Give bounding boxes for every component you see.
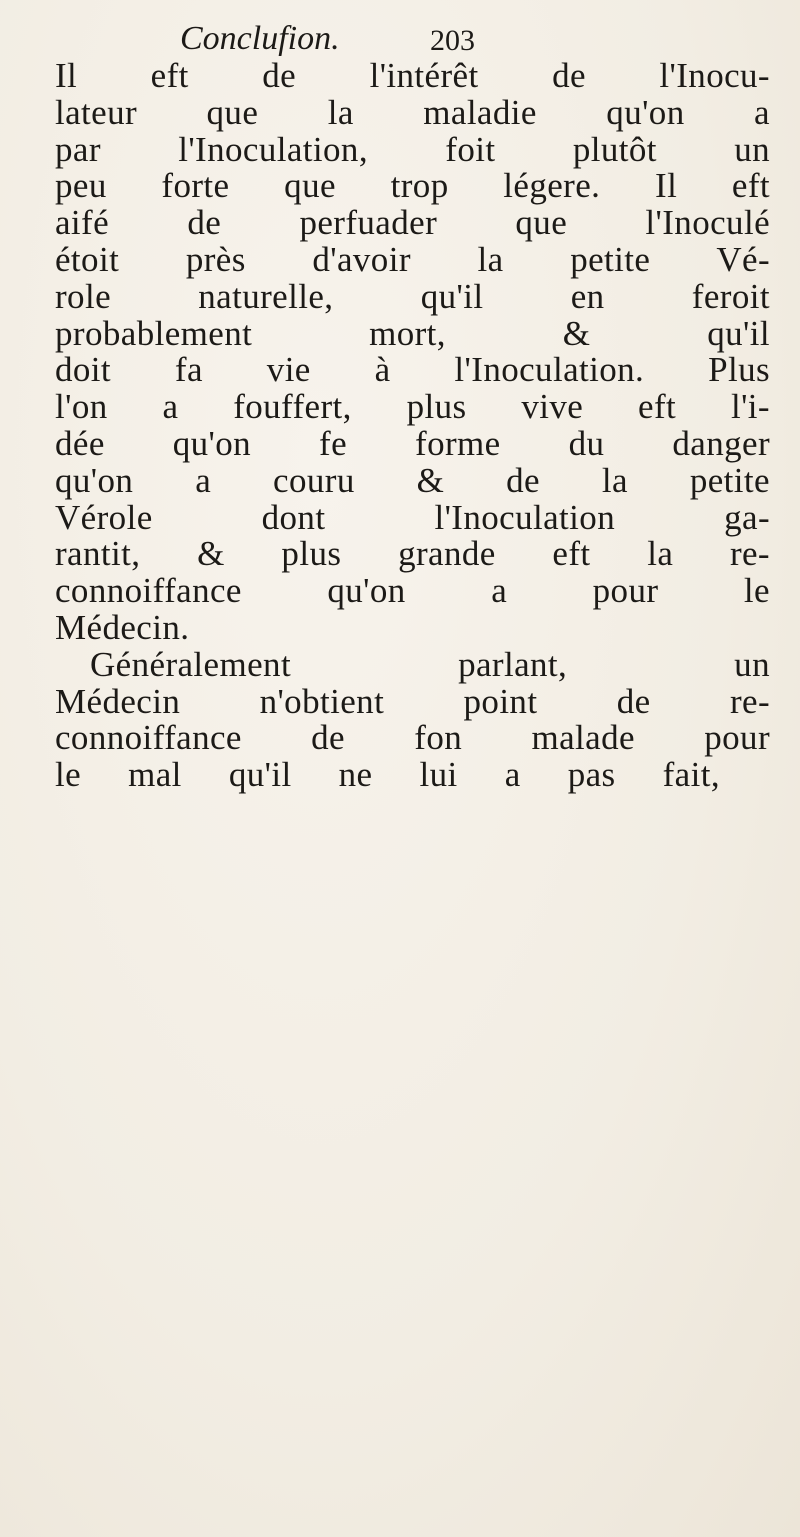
text-line: doit fa vie à l'Inoculation. Plus — [55, 350, 770, 390]
page-number: 203 — [430, 24, 475, 57]
text-line: Vérole dont l'Inoculation ga- — [55, 497, 770, 537]
text-line: peu forte que trop légere. Il eft — [55, 166, 770, 206]
running-title: Conclufion. — [180, 20, 340, 57]
text-line: rantit, & plus grande eft la re- — [55, 534, 770, 574]
text-line: par l'Inoculation, foit plutôt un — [55, 129, 770, 169]
text-line: Médecin n'obtient point de re- — [55, 681, 770, 721]
text-line: lateur que la maladie qu'on a — [55, 92, 770, 132]
text-line: connoiffance qu'on a pour le — [55, 571, 770, 611]
text-line: l'on a fouffert, plus vive eft l'i- — [55, 387, 770, 427]
text-line: étoit près d'avoir la petite Vé- — [55, 239, 770, 279]
text-line: aifé de perfuader que l'Inoculé — [55, 203, 770, 243]
text-line: connoiffance de fon malade pour — [55, 718, 770, 758]
text-line: Médecin. — [55, 607, 190, 647]
text-line: le mal qu'il ne lui a pas fait, — [55, 755, 720, 795]
text-line: Généralement parlant, un — [90, 644, 770, 684]
body-text — [55, 58, 770, 794]
text-line: Il eft de l'intérêt de l'Inocu- — [55, 56, 770, 95]
text-line: probablement mort, & qu'il — [55, 313, 770, 353]
text-line: role naturelle, qu'il en feroit — [55, 276, 770, 316]
text-line: qu'on a couru & de la petite — [55, 460, 770, 500]
text-line: dée qu'on fe forme du danger — [55, 423, 770, 463]
